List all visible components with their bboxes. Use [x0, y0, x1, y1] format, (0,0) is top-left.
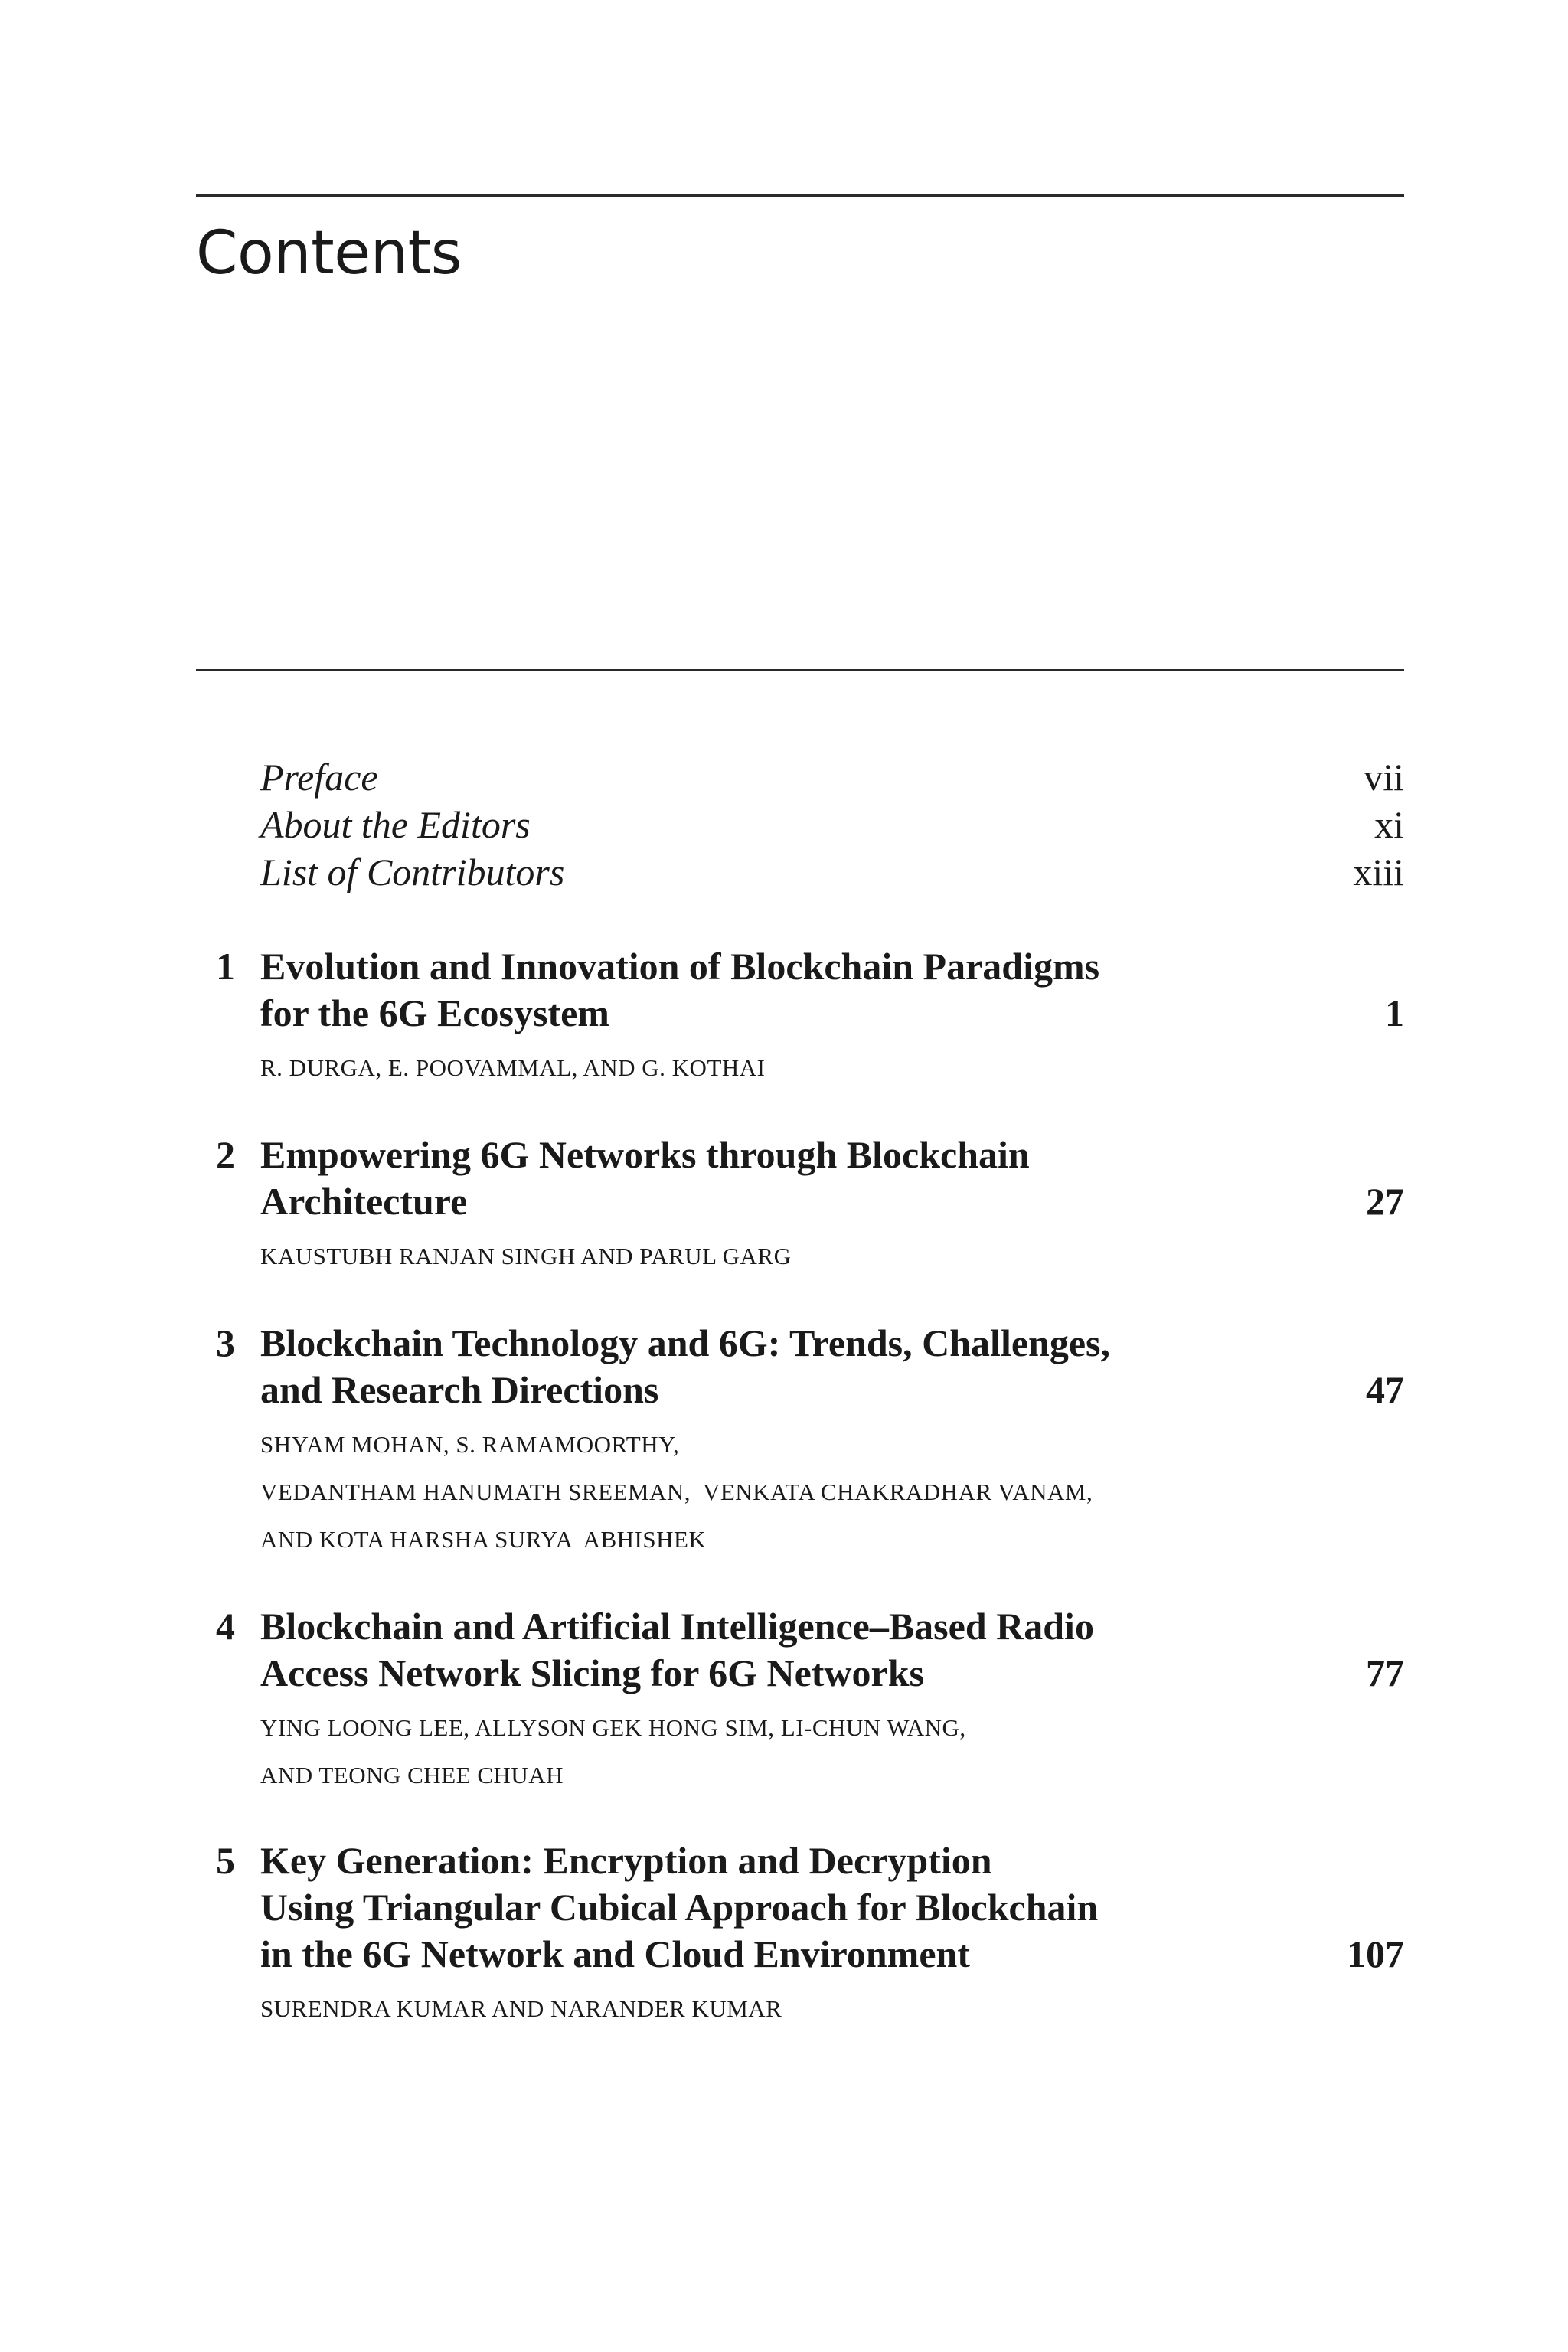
chapter-title-line: and Research Directions	[260, 1368, 659, 1411]
chapter-page-number: 27	[1366, 1180, 1404, 1223]
toc-entry-title: About the Editors	[260, 803, 531, 846]
chapter-number: 2	[216, 1133, 235, 1176]
chapter-title-line: Access Network Slicing for 6G Networks	[260, 1651, 924, 1694]
author-line: R. DURGA, E. POOVAMMAL, AND G. KOTHAI	[260, 1054, 766, 1081]
author-line: AND KOTA HARSHA SURYA ABHISHEK	[260, 1526, 707, 1553]
chapter-title	[260, 1603, 1404, 1697]
chapter-title-line: Blockchain Technology and 6G: Trends, Challenges,	[260, 1321, 1110, 1364]
author-line: YING LOONG LEE, ALLYSON GEK HONG SIM, LI-CHUN WANG,	[260, 1714, 966, 1741]
author-line: AND TEONG CHEE CHUAH	[260, 1762, 564, 1788]
toc-entry-list-of-contributors[interactable]	[260, 848, 1404, 896]
chapter-title	[260, 1132, 1404, 1225]
chapter-title-line: Using Triangular Cubical Approach for Blockchain	[260, 1886, 1099, 1929]
toc-entry-preface[interactable]	[260, 753, 1404, 801]
toc-entry-page: xi	[1374, 803, 1404, 846]
chapter-title-line: Blockchain and Artificial Intelligence–Based Radio	[260, 1605, 1094, 1648]
chapter-title	[260, 943, 1404, 1037]
chapter-authors	[260, 1704, 1404, 1799]
chapter-number: 1	[216, 945, 235, 988]
chapter-title-line: for the 6G Ecosystem	[260, 991, 609, 1034]
chapter-number: 3	[216, 1321, 235, 1364]
page-title: Contents	[196, 219, 462, 288]
chapter-page-number: 47	[1366, 1368, 1404, 1411]
chapter-number: 5	[216, 1839, 235, 1882]
chapter-authors	[260, 1044, 1404, 1092]
toc-entry-title: List of Contributors	[260, 851, 565, 893]
chapter-title-line: Key Generation: Encryption and Decryption	[260, 1839, 992, 1882]
chapter-title	[260, 1320, 1404, 1413]
chapter-page-number: 1	[1385, 991, 1404, 1034]
chapter-authors	[260, 1421, 1404, 1563]
chapter-title-line: Evolution and Innovation of Blockchain Paradigms	[260, 945, 1100, 988]
chapter-title-line: Architecture	[260, 1180, 468, 1223]
toc-entry-page: vii	[1364, 756, 1404, 799]
author-line: VEDANTHAM HANUMATH SREEMAN, VENKATA CHAKRADHAR VANAM,	[260, 1478, 1093, 1505]
chapter-authors	[260, 1233, 1404, 1280]
author-line: SURENDRA KUMAR AND NARANDER KUMAR	[260, 1995, 782, 2022]
author-line: SHYAM MOHAN, S. RAMAMOORTHY,	[260, 1431, 680, 1458]
chapter-title	[260, 1838, 1404, 1978]
toc-entry-title: Preface	[260, 756, 378, 799]
chapter-title-line: Empowering 6G Networks through Blockchain	[260, 1133, 1030, 1176]
top-rule	[196, 194, 1404, 197]
toc-entry-page: xiii	[1353, 851, 1404, 893]
chapter-title-line: in the 6G Network and Cloud Environment	[260, 1932, 970, 1975]
chapter-authors	[260, 1985, 1404, 2033]
section-divider-rule	[196, 669, 1404, 671]
chapter-page-number: 77	[1366, 1651, 1404, 1694]
author-line: KAUSTUBH RANJAN SINGH AND PARUL GARG	[260, 1243, 792, 1269]
toc-entry-about-the-editors[interactable]	[260, 801, 1404, 848]
chapter-page-number: 107	[1347, 1932, 1404, 1975]
chapter-number: 4	[216, 1605, 235, 1648]
